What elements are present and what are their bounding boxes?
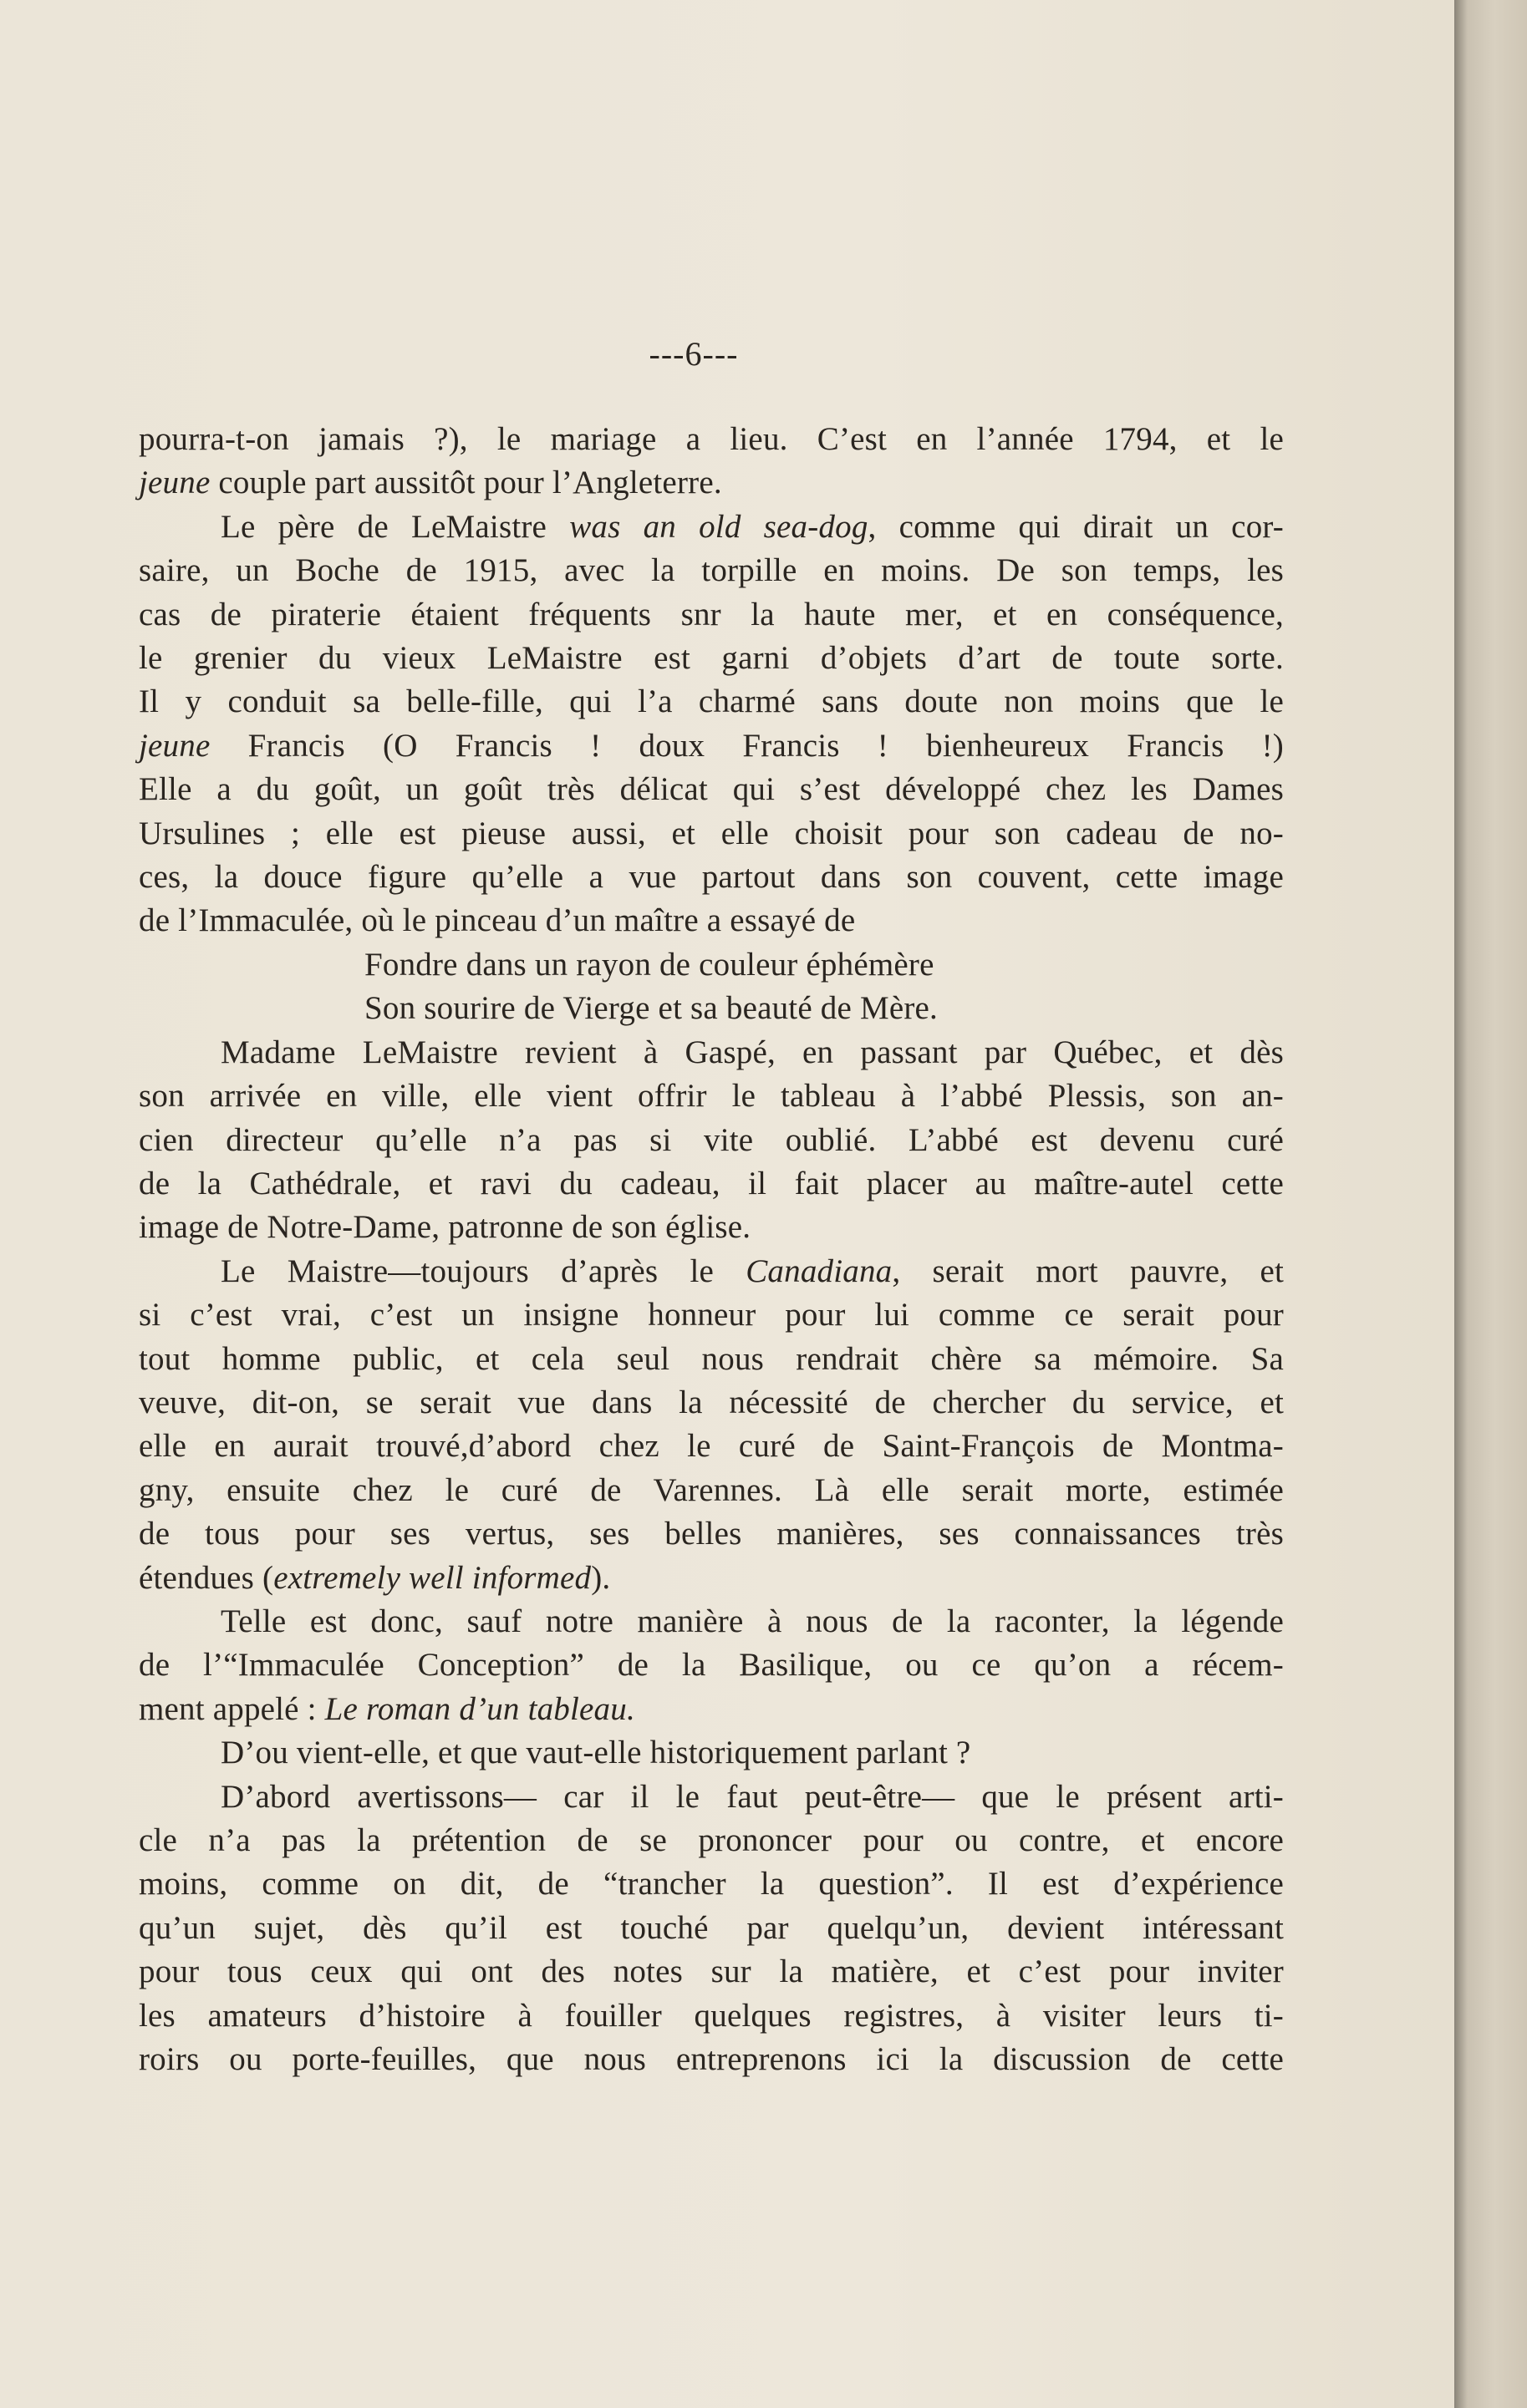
text-run: qu’un sujet, dès qu’il est touché par quelqu’un, devient intéressant bbox=[139, 1909, 1284, 1946]
text-line bbox=[139, 505, 1284, 549]
page-number: ---6--- bbox=[649, 335, 739, 373]
text-line bbox=[139, 2038, 1284, 2081]
text-line bbox=[139, 1862, 1284, 1906]
text-run: Son sourire de Vierge et sa beauté de Mère. bbox=[364, 990, 938, 1027]
text-run: Ursulines ; elle est pieuse aussi, et elle choisit pour son cadeau de no- bbox=[139, 815, 1284, 851]
text-run: les amateurs d’histoire à fouiller quelques registres, à visiter leurs ti- bbox=[139, 1997, 1284, 2034]
italic-text: Le roman d’un tableau. bbox=[324, 1690, 635, 1727]
text-run: tout homme public, et cela seul nous rendrait chère sa mémoire. Sa bbox=[139, 1340, 1284, 1377]
text-line bbox=[139, 593, 1284, 637]
text-line bbox=[139, 1557, 1284, 1600]
text-line bbox=[139, 768, 1284, 811]
text-run: de la Cathédrale, et ravi du cadeau, il fait placer au maître-autel cette bbox=[139, 1165, 1284, 1201]
verse-line bbox=[139, 987, 1284, 1030]
text-run: , comme qui dirait un cor- bbox=[868, 508, 1284, 545]
text-line bbox=[139, 1425, 1284, 1468]
body-text bbox=[139, 418, 1284, 2081]
text-line bbox=[139, 418, 1284, 461]
text-line bbox=[139, 899, 1284, 942]
text-line bbox=[139, 637, 1284, 680]
text-run: veuve, dit-on, se serait vue dans la nécessité de chercher du service, et bbox=[139, 1384, 1284, 1420]
text-run: D’ou vient-elle, et que vaut-elle historiquement parlant ? bbox=[221, 1735, 971, 1771]
verse-line bbox=[139, 943, 1284, 987]
text-run: moins, comme on dit, de “trancher la question”. Il est d’expérience bbox=[139, 1866, 1284, 1903]
text-run: le grenier du vieux LeMaistre est garni d’objets d’art de toute sorte. bbox=[139, 640, 1284, 677]
text-run: couple part aussitôt pour l’Angleterre. bbox=[210, 465, 722, 501]
page-edge bbox=[1454, 0, 1527, 2408]
text-run: cien directeur qu’elle n’a pas si vite oublié. L’abbé est devenu curé bbox=[139, 1121, 1284, 1158]
text-run: D’abord avertissons— car il le faut peut-être— que le présent arti- bbox=[221, 1778, 1284, 1815]
text-line bbox=[139, 1031, 1284, 1074]
text-run: de l’Immaculée, où le pinceau d’un maître a essayé de bbox=[139, 902, 856, 939]
text-run: Il y conduit sa belle-fille, qui l’a charmé sans doute non moins que le bbox=[139, 683, 1284, 720]
text-run: Telle est donc, sauf notre manière à nous de la raconter, la légende bbox=[221, 1603, 1284, 1639]
text-line bbox=[139, 549, 1284, 592]
text-run: ment appelé : bbox=[139, 1690, 325, 1727]
text-line bbox=[139, 856, 1284, 899]
text-line bbox=[139, 1512, 1284, 1556]
text-line bbox=[139, 1338, 1284, 1381]
text-line bbox=[139, 680, 1284, 724]
italic-text: was an old sea-dog bbox=[569, 508, 868, 545]
text-run: étendues ( bbox=[139, 1559, 274, 1596]
text-run: gny, ensuite chez le curé de Varennes. Là elle serait morte, estimée bbox=[139, 1471, 1284, 1508]
text-run: Le père de LeMaistre bbox=[221, 508, 570, 545]
text-line bbox=[139, 1994, 1284, 2038]
text-run: pourra-t-on jamais ?), le mariage a lieu. C’est en l’année 1794, et le bbox=[139, 421, 1284, 457]
text-line bbox=[139, 1643, 1284, 1687]
text-run: , serait mort pauvre, et bbox=[892, 1252, 1285, 1289]
text-run: Elle a du goût, un goût très délicat qui s’est développé chez les Dames bbox=[139, 771, 1284, 808]
text-run: de l’“Immaculée Conception” de la Basilique, ou ce qu’on a récem- bbox=[139, 1647, 1284, 1684]
text-line bbox=[139, 1469, 1284, 1512]
text-run: cle n’a pas la prétention de se prononcer pour ou contre, et encore bbox=[139, 1822, 1284, 1858]
text-line bbox=[139, 1688, 1284, 1731]
text-line bbox=[139, 1074, 1284, 1118]
text-run: Fondre dans un rayon de couleur éphémère bbox=[364, 946, 934, 983]
text-line bbox=[139, 812, 1284, 856]
text-run: Madame LeMaistre revient à Gaspé, en passant par Québec, et dès bbox=[221, 1034, 1284, 1070]
text-line bbox=[139, 1819, 1284, 1862]
text-run: pour tous ceux qui ont des notes sur la matière, et c’est pour inviter bbox=[139, 1953, 1284, 1990]
italic-text: extremely well informed bbox=[273, 1559, 592, 1596]
text-run: Francis (O Francis ! doux Francis ! bienheureux Francis !) bbox=[210, 727, 1284, 764]
text-line bbox=[139, 1600, 1284, 1643]
text-line bbox=[139, 461, 1284, 505]
text-line bbox=[139, 1293, 1284, 1337]
text-run: saire, un Boche de 1915, avec la torpille en moins. De son temps, les bbox=[139, 552, 1284, 589]
text-run: image de Notre-Dame, patronne de son église. bbox=[139, 1209, 751, 1246]
text-run: ces, la douce figure qu’elle a vue partout dans son couvent, cette image bbox=[139, 859, 1284, 896]
italic-text: jeune bbox=[139, 727, 211, 764]
text-run: cas de piraterie étaient fréquents snr la haute mer, et en conséquence, bbox=[139, 596, 1284, 632]
text-line bbox=[139, 1381, 1284, 1425]
italic-text: Canadiana bbox=[746, 1252, 893, 1289]
text-line bbox=[139, 1119, 1284, 1162]
text-run: roirs ou porte-feuilles, que nous entreprenons ici la discussion de cette bbox=[139, 2041, 1284, 2078]
text-run: elle en aurait trouvé,d’abord chez le curé de Saint-François de Montma- bbox=[139, 1428, 1284, 1465]
text-line bbox=[139, 1731, 1284, 1775]
text-line bbox=[139, 1950, 1284, 1994]
text-line bbox=[139, 1907, 1284, 1950]
italic-text: jeune bbox=[139, 465, 211, 501]
text-run: ). bbox=[591, 1559, 611, 1596]
text-run: Le Maistre—toujours d’après le bbox=[221, 1252, 746, 1289]
text-run: son arrivée en ville, elle vient offrir le tableau à l’abbé Plessis, son an- bbox=[139, 1078, 1284, 1115]
text-run: si c’est vrai, c’est un insigne honneur pour lui comme ce serait pour bbox=[139, 1297, 1284, 1334]
text-line bbox=[139, 1776, 1284, 1819]
text-run: de tous pour ses vertus, ses belles manières, ses connaissances très bbox=[139, 1516, 1284, 1552]
text-line bbox=[139, 1162, 1284, 1206]
text-line bbox=[139, 1250, 1284, 1293]
text-line bbox=[139, 1206, 1284, 1249]
text-line bbox=[139, 724, 1284, 768]
